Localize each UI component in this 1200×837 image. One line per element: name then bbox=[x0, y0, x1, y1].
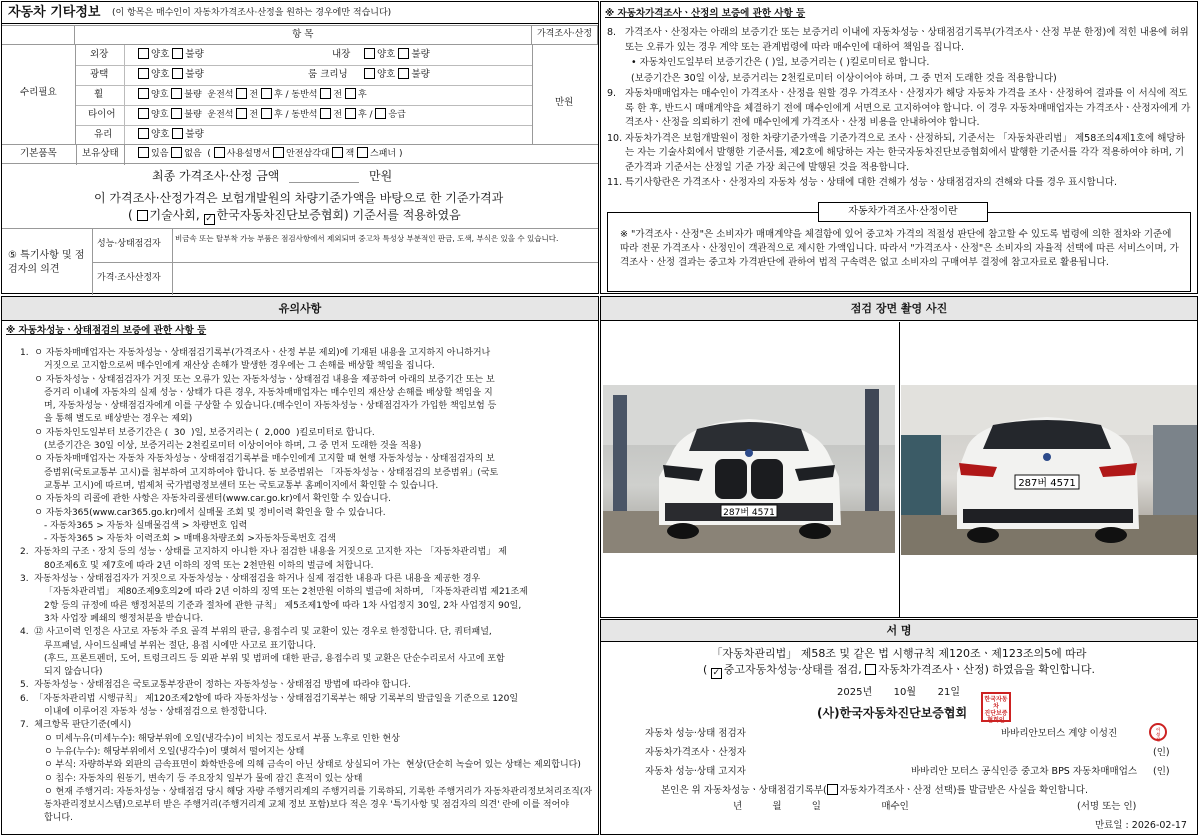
definition-text: ※ "가격조사ㆍ산정"은 소비자가 매매계약을 체결함에 있어 중고차 가격의 적절성 판단에 참고할 수 있도록 법령에 의한 절차와 기준에 따라 전문 가격조사ㆍ산정인이 객관적으로 제시한 가액입니다. 따라서 "가격조사ㆍ산정"은 소비자의 자율적 선택에 따른 서비스이며, 가격조사ㆍ산정 결과는 중고차 가격판단에 관하여 법적 구속력은 없고 소비자의 구매여부 결정에 참고자료로 활용됩니다. bbox=[620, 229, 1179, 268]
sign-row-pricer-label: 자동차가격조사ㆍ산정자 bbox=[645, 747, 746, 758]
notes-line: 교통부 고시)에 따르며, 법제처 국가법령정보센터 또는 국토교통부 홈페이지에서 확인할 수 있습니다. bbox=[44, 480, 439, 491]
exterior-label: 외장 bbox=[90, 49, 109, 60]
sign-row-pricer-seal: (인) bbox=[1153, 747, 1170, 758]
tire-bad-checkbox[interactable] bbox=[171, 108, 182, 119]
tire-pass-rear-checkbox[interactable] bbox=[345, 108, 356, 119]
definition-box bbox=[607, 206, 1191, 292]
guarantee-title: ※ 자동차가격조사ㆍ산정의 보증에 관한 사항 등 bbox=[605, 8, 806, 19]
issuer-org: (사)한국자동차진단보증협회 bbox=[817, 706, 968, 720]
exterior-bad-checkbox[interactable] bbox=[172, 48, 183, 59]
notes-line: (보증기간은 30일 이상, 보증거리는 2천킬로미터 이상이어야 하며, 그 중 먼저 도래한 것을 적용) bbox=[44, 441, 422, 452]
notes-line: ㅇ 침수: 자동차의 원동기, 변속기 등 주요장치 일부가 물에 잠긴 흔적이 있는 상태 bbox=[44, 773, 363, 784]
pricer-label: 가격·조사산정자 bbox=[97, 273, 161, 283]
guarantee-item: 11. 특기사항란은 가격조사ㆍ산정자의 자동차 성능ㆍ상태에 대한 견해가 성능ㆍ상태점검자의 견해와 다를 경우 표시합니다. bbox=[607, 177, 1118, 188]
notes-line: 증범위(국토교통부 고시)를 첨부하여 고지하여야 합니다. 동 보증범위는 「자동차성능ㆍ상태점검의 보증범위」(국토 bbox=[44, 467, 499, 478]
basis-opt2-checkbox[interactable]: ✓ bbox=[205, 214, 213, 224]
interior-bad-checkbox[interactable] bbox=[398, 48, 409, 59]
front-plate: 287버 4571 bbox=[723, 508, 775, 518]
sign-row-inspector-value: 바바리안모터스 계양 이성진 bbox=[1001, 728, 1118, 739]
notes-section-title: ※ 자동차성능ㆍ상태점검의 보증에 관한 사항 등 bbox=[6, 325, 207, 336]
spanner-checkbox[interactable] bbox=[357, 147, 368, 158]
notes-line: 「자동차관리법」 제80조제9호의2에 따라 2년 이하의 징역 또는 2천만원 이하의 벌금에 처하며, 「자동차관리법 제21조제 bbox=[44, 587, 528, 598]
wheel-driver-rear-checkbox[interactable] bbox=[261, 88, 272, 99]
glass-bad-checkbox[interactable] bbox=[172, 128, 183, 139]
notes-line: 7. 체크항목 판단기준(예시) bbox=[20, 720, 132, 731]
notes-line: ㅇ 자동차성능ㆍ상태점검자가 거짓 또는 오류가 있는 자동차성능ㆍ상태점검 내용을 제공하여 아래의 보증기간 또는 보 bbox=[20, 374, 495, 385]
basis-opt1-checkbox[interactable] bbox=[137, 210, 148, 221]
gloss-bad-checkbox[interactable] bbox=[172, 68, 183, 79]
guarantee-item: 10. 자동차가격은 보험개발원이 정한 차량기준가액을 기준가격으로 조사ㆍ산정하되, 기준서는 「자동차관리법」 제58조의4제1호에 해당하는 자는 기술사회에서 발행한 기준서를, 제2호에 해당하는 자는 한국자동차진단보증협회에서 발행한 기준서를 각각 적용하여야 하며, 기준가격과 기준서는 산정일 기준 가장 최근에 발행된 것을 적용합니다. bbox=[607, 132, 1185, 173]
tire-driver-rear-checkbox[interactable] bbox=[261, 108, 272, 119]
notes-line: 80조제6호 및 제7호에 따라 2년 이하의 징역 또는 2천만원 이하의 벌금에 처합니다. bbox=[44, 560, 374, 571]
price-guarantee-panel bbox=[600, 1, 1198, 294]
glass-good-checkbox[interactable] bbox=[138, 128, 149, 139]
notes-line: 4. ⑫ 사고이력 인정은 사고로 자동차 주요 골격 부위의 판금, 용접수리 및 교환이 있는 경우로 한정합니다. 단, 쿼터패널, bbox=[20, 627, 492, 638]
guarantee-items bbox=[607, 26, 1191, 192]
vehicle-other-info-panel: 자동차 기타정보 (이 항목은 매수인이 자동차가격조사·산정을 원하는 경우에만 적습니다) 항 목 가격조사·산정 수리필요 만원 외장 양호 불량 내장 양호 불량 광택 양호 불량 룸 크리닝 양호 불량 휠 양호 불량 운전석 전 후 / 동반석 전 후 타이어 양호 불량 운전석 전 후 / 동반석 전 후 / 응급 유리 양호 불량 기본품목 보유상태 있음 없음 ( 사용설명서 안전삼각대 잭 스패너 ) 최종 가격조사·산정 금액 만원 이 가격조사·산정가격은 보험개발원의 차량기준가액을 바탕으로 한 기준가격과 ( 기술사회, ✓ 한국자동차진단보증협회) 기준서를 적용하였음 ⑤ 특기사항 및 점검자의 의견 성능·상태점검자 비금속 또는 탈부착 가능 부품은 점검사항에서 제외되며 중고차 특성상 부분적인 판금, 도색, 부식은 있을 수 있습니다. 가격·조사산정자 bbox=[1, 1, 599, 294]
car-rear-image bbox=[901, 385, 1197, 555]
guarantee-item: 8. 가격조사ㆍ산정자는 아래의 보증기간 또는 보증거리 이내에 자동차성능ㆍ상태점검기록부(가격조사ㆍ산정 부분 한정)에 적힌 내용에 허위 또는 오류가 있는 경우 계약 또는 관계법령에 따라 매수인에 대하여 책임을 집니다. bbox=[607, 27, 1189, 53]
tire-label: 타이어 bbox=[88, 109, 116, 120]
notes-line: 이내에 이루어진 자동차 성능ㆍ상태점검으로 한정합니다. bbox=[44, 707, 267, 718]
tire-pass-front-checkbox[interactable] bbox=[320, 108, 331, 119]
none-checkbox[interactable] bbox=[171, 147, 182, 158]
wheel-label: 휠 bbox=[94, 89, 104, 100]
photos-title: 점검 장면 촬영 사진 bbox=[601, 297, 1197, 321]
exterior-good-checkbox[interactable] bbox=[138, 48, 149, 59]
notes-line: 2항 등의 규정에 따른 행정처분의 기준과 절차에 관한 규칙」 제5조제1항에 따라 1차 사업정지 30일, 2차 사업정지 90일, bbox=[44, 600, 522, 611]
notes-line: 5. 자동차성능ㆍ상태점검은 국토교통부장관이 정하는 자동차성능ㆍ상태점검 방법에 따라야 합니다. bbox=[20, 680, 411, 691]
sign-row-notifier-value: 바바리안 모터스 공식인증 중고차 BPS 자동차매매업스 bbox=[911, 766, 1138, 777]
tire-emergency-checkbox[interactable] bbox=[375, 108, 386, 119]
notes-line: 6. 「자동차관리법 시행규칙」 제120조제2항에 따라 자동차성능ㆍ상태점검기록부는 해당 기록부의 발급일을 기준으로 120일 bbox=[20, 693, 519, 704]
notes-line: 루프패널, 사이드실패널 부위는 절단, 용접 시에만 사고로 표기합니다. bbox=[44, 640, 317, 651]
inspector-seal-stamp: 이 성 진 bbox=[1149, 723, 1167, 741]
manual-checkbox[interactable] bbox=[214, 147, 225, 158]
definition-title: 자동차가격조사·산정이란 bbox=[818, 202, 988, 222]
tire-driver-front-checkbox[interactable] bbox=[236, 108, 247, 119]
notes-line: 3차 사업장 폐쇄의 행정처분을 받습니다. bbox=[44, 613, 204, 624]
section-note: (이 항목은 매수인이 자동차가격조사·산정을 원하는 경우에만 적습니다) bbox=[112, 8, 392, 18]
sign-row-inspector-label: 자동차 성능·상태 점검자 bbox=[645, 728, 746, 739]
rear-photo bbox=[901, 385, 1197, 555]
interior-label: 내장 bbox=[332, 49, 351, 60]
notes-line: ㅇ 미세누유(미세누수): 해당부위에 오일(냉각수)이 비치는 정도로서 부품 노후로 인한 현상 bbox=[44, 733, 400, 744]
jack-checkbox[interactable] bbox=[332, 147, 343, 158]
notes-line: 되지 않습니다) bbox=[44, 667, 103, 678]
repair-needed-label: 수리필요 bbox=[20, 87, 57, 98]
sign-row-notifier-seal: (인) bbox=[1153, 766, 1170, 777]
wheel-bad-checkbox[interactable] bbox=[171, 88, 182, 99]
buyer-date-line: 년 월 일 매수인 bbox=[733, 801, 909, 812]
notes-line: ㅇ 자동차매매업자는 자동차 자동차성능ㆍ상태점검기록부를 매수인에게 고지할 때 현행 자동차성능ㆍ상태점검자의 보 bbox=[20, 454, 495, 465]
room-clean-bad-checkbox[interactable] bbox=[398, 68, 409, 79]
special-notes-label: 특기사항 및 점검자의 의견 bbox=[8, 250, 85, 275]
sign-row-notifier-label: 자동차 성능·상태 고지자 bbox=[645, 766, 746, 777]
glass-label: 유리 bbox=[94, 129, 113, 140]
receipt-line: 본인은 위 자동차성능ㆍ상태점검기록부( 자동차가격조사ㆍ산정 선택)를 발급받은 사실을 확인합니다. bbox=[661, 785, 1088, 796]
rear-plate: 287버 4571 bbox=[1018, 478, 1076, 489]
inspector-label: 성능·상태점검자 bbox=[97, 239, 161, 249]
wheel-pass-front-checkbox[interactable] bbox=[320, 88, 331, 99]
final-price-label: 최종 가격조사·산정 금액 bbox=[152, 169, 280, 183]
notes-line: (후드, 프론트펜더, 도어, 트렁크리드 등 외판 부위 및 범퍼에 대한 판금, 용접수리 및 교환은 단순수리로서 사고에 포함 bbox=[44, 653, 505, 664]
possession-label: 보유상태 bbox=[82, 148, 119, 159]
wheel-pass-rear-checkbox[interactable] bbox=[345, 88, 356, 99]
notes-line: ㅇ 누유(누수): 해당부위에서 오일(냉각수)이 맺혀서 떨어지는 상태 bbox=[44, 746, 305, 757]
gloss-good-checkbox[interactable] bbox=[138, 68, 149, 79]
signature-title: 서 명 bbox=[601, 620, 1197, 642]
notes-line: 을 통해 별도로 배상받는 경우는 제외) bbox=[44, 414, 193, 425]
law-line: 「자동차관리법」 제58조 및 같은 법 시행규칙 제120조ㆍ제123조의5에 따라 bbox=[711, 647, 1087, 660]
inspector-opinion: 비금속 또는 탈부착 가능 부품은 점검사항에서 제외되며 중고차 특성상 부분적인 판금, 도색, 부식은 있을 수 있습니다. bbox=[175, 234, 559, 243]
org-seal-stamp: 한국자동차 진단보증 협회인 bbox=[981, 692, 1011, 722]
notes-line: ㅇ 자동차인도일부터 보증기간은 ( 30 )일, 보증거리는 ( 2,000 )킬로미터로 합니다. bbox=[20, 427, 375, 438]
notes-line: ㅇ 자동차의 리콜에 관한 사항은 자동차리콜센터(www.car.go.kr)에서 확인할 수 있습니다. bbox=[20, 494, 392, 505]
notes-line: ㅇ 부식: 자량하부와 외판의 금속표면이 화학반응에 의해 금속이 아닌 상태로 상실되어 가는 현상(단순히 녹슬어 있는 상태는 제외합니다) bbox=[44, 760, 581, 771]
notes-line: 동차관리정보시스템)으로부터 받은 주행거리(주행거리계 교체 정보 포함)보다 적은 경우 '특기사항 및 점검자의 의견' 란에 이를 적어야 bbox=[44, 800, 570, 811]
guarantee-item: • 자동차인도일부터 보증기간은 ( )일, 보증거리는 ( )킬로미터로 합니다. bbox=[631, 57, 930, 68]
expiry-date: 만료일 : 2026-02-17 bbox=[1095, 820, 1187, 831]
guarantee-item: (보증기간은 30일 이상, 보증거리는 2천킬로미터 이상이어야 하며, 그 중 먼저 도래한 것을 적용합니다) bbox=[631, 72, 1057, 84]
notes-panel bbox=[1, 296, 599, 835]
price-survey-checkbox[interactable] bbox=[865, 664, 876, 675]
car-front-image bbox=[603, 385, 895, 553]
notes-line: 3. 자동차성능ㆍ상태점검자가 거짓으로 자동차성능ㆍ상태점검을 하거나 실제 점검한 내용과 다른 내용을 제공한 경우 bbox=[20, 574, 481, 585]
room-clean-label: 룸 크리닝 bbox=[308, 69, 348, 80]
notes-line: 1. ㅇ 자동차매매업자는 자동차성능ㆍ상태점검기록부(가격조사ㆍ산정 부분 제외)에 기재된 내용을 고지하지 아니하거나 bbox=[20, 348, 491, 358]
gloss-label: 광택 bbox=[90, 69, 109, 80]
interior-good-checkbox[interactable] bbox=[364, 48, 375, 59]
tire-good-checkbox[interactable] bbox=[138, 108, 149, 119]
inspection-checkbox[interactable]: ✓ bbox=[712, 668, 721, 678]
have-checkbox[interactable] bbox=[138, 147, 149, 158]
col-price-header: 가격조사·산정 bbox=[532, 26, 598, 45]
notes-line: ㅇ 자동차365(www.car365.go.kr)에서 실매물 조회 및 정비이력 확인을 할 수 있습니다. bbox=[20, 507, 386, 518]
notes-line: 2. 자동차의 구조ㆍ장치 등의 성능ㆍ상태를 고지하지 아니한 자나 점검한 내용을 거짓으로 고지한 자는 「자동차관리법」 제 bbox=[20, 547, 507, 558]
notes-line: 거짓으로 고지함으로써 매수인에게 재산상 손해가 발생한 경우에는 그 손해를 배상할 책임을 집니다. bbox=[44, 361, 435, 372]
signature-panel: 서 명 「자동차관리법」 제58조 및 같은 법 시행규칙 제120조ㆍ제123조의5에 따라 ( ✓ 중고자동차성능·상태를 점검, 자동차가격조사ㆍ산정) 하였음을 확인합니다. 2025년 10월 21일 (사)한국자동차진단보증협회 한국자동차 진단보증 협회인 자동차 성능·상태 점검자 바바리안모터스 계양 이성진 이 성 진 자동차가격조사ㆍ산정자 (인) 자동차 성능·상태 고지자 바바리안 모터스 공식인증 중고차 BPS 자동차매매업스 (인) 본인은 위 자동차성능ㆍ상태점검기록부( 자동차가격조사ㆍ산정 선택)를 발급받은 사실을 확인합니다. 년 월 일 매수인 (서명 또는 인) 만료일 : 2026-02-17 bbox=[600, 619, 1198, 835]
notes-line: 합니다. bbox=[44, 813, 73, 824]
notes-line: ㅇ 현재 주행거리: 자동차성능ㆍ상태점검 당시 해당 자량 주행거리계의 주행거리를 기록하되, 기록한 주행거리가 자동차관리정보처리조직(자 bbox=[44, 786, 592, 797]
wheel-driver-front-checkbox[interactable] bbox=[236, 88, 247, 99]
room-clean-good-checkbox[interactable] bbox=[364, 68, 375, 79]
basis-line: 이 가격조사·산정가격은 보험개발원의 차량기준가액을 바탕으로 한 기준가격과 bbox=[94, 191, 504, 205]
notes-title: 유의사항 bbox=[2, 297, 598, 321]
wheel-good-checkbox[interactable] bbox=[138, 88, 149, 99]
notes-line: 며, 자동차성능ㆍ상태점검자에게 이를 구상할 수 있습니다.(매수인이 자동차성능ㆍ상태점검자가 가입한 책임보험 등 bbox=[44, 401, 497, 412]
repair-table bbox=[2, 25, 598, 45]
triangle-checkbox[interactable] bbox=[273, 147, 284, 158]
notes-line: - 자동차365 > 자동차 실매물검색 > 차량번호 입력 bbox=[44, 520, 248, 531]
col-item-header: 항 목 bbox=[74, 26, 532, 45]
final-price-field[interactable] bbox=[289, 169, 359, 183]
sign-date: 2025년 10월 21일 bbox=[837, 687, 960, 698]
front-photo bbox=[603, 385, 895, 553]
notes-list bbox=[20, 347, 596, 826]
photos-panel bbox=[600, 296, 1198, 618]
receipt-price-checkbox[interactable] bbox=[827, 784, 838, 795]
section-title: 자동차 기타정보 bbox=[8, 5, 101, 20]
buyer-sign-hint: (서명 또는 인) bbox=[1077, 801, 1137, 812]
notes-line: - 자동차365 > 자동차 이력조회 > 매매용차량조회 >자동차등록번호 검색 bbox=[44, 534, 336, 545]
guarantee-item: 9. 자동차매매업자는 매수인이 가격조사ㆍ산정을 원할 경우 가격조사ㆍ산정자가 해당 자동차 가격을 조사ㆍ산정하여 결과를 이 서식에 적도록 한 후, 반드시 매매계약을 체결하기 전에 매수인에게 서면으로 고지하여야 합니다. 이 경우 자동차매매업자는 가격조사ㆍ산정자에게 가격조사ㆍ산정을 의뢰하기 전에 매수인에게 가격조사ㆍ산정 비용을 안내하여야 합니다. bbox=[607, 88, 1191, 128]
basic-items-label: 기본품목 bbox=[20, 148, 57, 159]
notes-line: 증거리 이내에 자동차의 실제 성능ㆍ상태가 다른 경우, 자동차매매업자는 매수인의 재산상 손해를 배상할 책임을 지 bbox=[44, 387, 493, 398]
price-unit: 만원 bbox=[555, 97, 574, 108]
